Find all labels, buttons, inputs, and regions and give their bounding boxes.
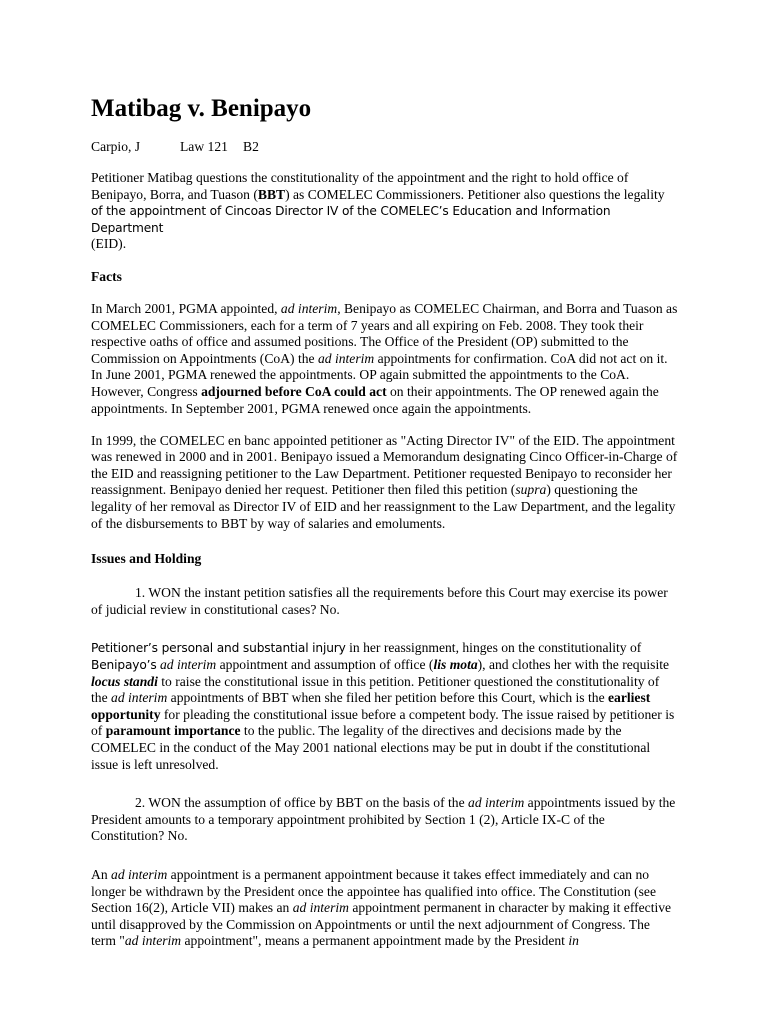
text-run: for pleading the constitutional issue before a competent body. The issue raised by petitioner is of [91, 706, 675, 739]
issue-1: 1. WON the instant petition satisfies all the requirements before this Court may exercise its power of judicial review in constitutional cases? No. [91, 585, 668, 617]
meta-section: B2 [243, 139, 259, 154]
bold-italic-lis-mota: lis mota [433, 656, 478, 672]
intro-line: Petitioner Matibag questions the constitutionality of the appointment and the right to hold office of [91, 170, 629, 185]
text-run: An [91, 866, 112, 882]
intro-paragraph [91, 170, 678, 253]
text-run: 2. WON the assumption of office by BBT on the basis of the [135, 795, 469, 811]
emphasis [433, 657, 477, 672]
meta-course: Law 121 [180, 139, 228, 154]
holding-2-paragraph [91, 867, 678, 950]
italic-ad-interim: ad interim [111, 866, 168, 882]
bold-italic-locus-standi: locus standi [91, 673, 158, 689]
text-run: Petitioner’s personal and substantial injury [91, 641, 346, 656]
text-run: to raise the constitutional issue in this petition. Petitioner questioned the constitutionality of the [91, 673, 660, 706]
bold-paramount-importance: paramount importance [105, 723, 241, 739]
text-run: appointment and assumption of office ( [216, 656, 434, 672]
intro-text: Benipayo, Borra, and Tuason ( [91, 186, 258, 202]
text-run: appointment permanent in character by making it effective until disapproved by the Commission on Appointments or until the next adjournment of Congress. The term " [91, 900, 672, 949]
text-run: In 1999, the COMELEC en banc appointed petitioner as "Acting Director IV" of the EID. The appointment was renewed in 2000 and in 2001. Benipayo issued a Memorandum designating Cinco Officer-in-Charge of the EID and reassigning petitioner to the Law Department. Petitioner requested Benipayo to reconsider her reassignment. Benipayo denied her request. Petitioner then filed this petition ( [91, 432, 678, 498]
text-run: In March 2001, PGMA appointed, [91, 300, 281, 316]
text-run: appointment is a permanent appointment because it takes effect immediately and can no longer be withdrawn by the President once the appointee has qualified into office. The Constitution (see Section 16(2), Article VII) makes an [91, 866, 657, 916]
intro-text: ) as COMELEC Commissioners. Petitioner also questions the legality [285, 186, 665, 202]
meta-author: Carpio, J [91, 139, 141, 154]
issues-heading: Issues and Holding [91, 551, 202, 567]
text-run: on their appointments. The OP renewed again the appointments. In September 2001, PGMA renewed once again the appointments. [91, 383, 659, 416]
case-meta [91, 138, 678, 155]
text-run: appointments issued by the President amounts to a temporary appointment prohibited by Section 1 (2), Article IX-C of the Constitution? No. [91, 795, 676, 844]
text-run: ) questioning the legality of her removal as Director IV of EID and her reassignment to the Law Department, and the legality of the disbursements to BBT by way of salaries and emoluments. [91, 482, 676, 531]
intro-bbt-bold: BBT [257, 186, 286, 202]
italic-ad-interim: ad interim [280, 300, 338, 316]
italic-ad-interim: ad interim [124, 933, 182, 949]
intro-line: (EID). [91, 236, 127, 252]
intro-line-sans: of the appointment of Cincoas Director IV of the COMELEC’s Education and Information Department [91, 204, 611, 235]
italic-in: in [568, 933, 579, 949]
italic-ad-interim: ad interim [317, 350, 375, 366]
text-run: , Benipayo as COMELEC Chairman, and Borra and Tuason as COMELEC Commissioners, each for a term of 7 years and all expiring on Feb. 2008. They took their respective oaths of office and assumed positions. The Office of the President (OP) submitted to the Commission on Appointments (CoA) the [91, 300, 678, 366]
text-run: Benipayo’s [91, 657, 157, 672]
text-run: appointment", means a permanent appointment made by the President [181, 933, 569, 949]
italic-ad-interim: ad interim [468, 795, 525, 811]
emphasis [91, 674, 158, 689]
text-run: to the public. The legality of the directives and decisions made by the COMELEC in the conduct of the May 2001 national elections may be put in doubt if the constitutional issue is left unresolved. [91, 723, 651, 772]
italic-supra: supra [515, 482, 547, 498]
text-run: in her reassignment, hinges on the constitutionality of [345, 640, 642, 656]
facts-heading: Facts [91, 269, 122, 285]
issue-2 [91, 795, 678, 845]
italic-ad-interim: ad interim [159, 656, 217, 672]
italic-ad-interim: ad interim [111, 690, 168, 706]
document-body [91, 94, 678, 965]
bold-earliest-opportunity: earliest opportunity [91, 690, 651, 722]
holding-1-paragraph [91, 640, 678, 773]
text-run: appointments of BBT when she filed her petition before this Court, which is the [167, 690, 608, 706]
italic-ad-interim: ad interim [292, 900, 349, 916]
facts-paragraph-2 [91, 433, 678, 533]
facts-paragraph-1 [91, 301, 678, 417]
bold-adjourned: adjourned before CoA could act [201, 383, 387, 399]
text-run: ), and clothes her with the requisite [477, 656, 670, 672]
text-run: appointments for confirmation. CoA did not act on it. In June 2001, PGMA renewed the appointments. OP again submitted the appointments to the CoA. However, Congress [91, 350, 668, 399]
page-title: Matibag v. Benipayo [91, 95, 312, 122]
